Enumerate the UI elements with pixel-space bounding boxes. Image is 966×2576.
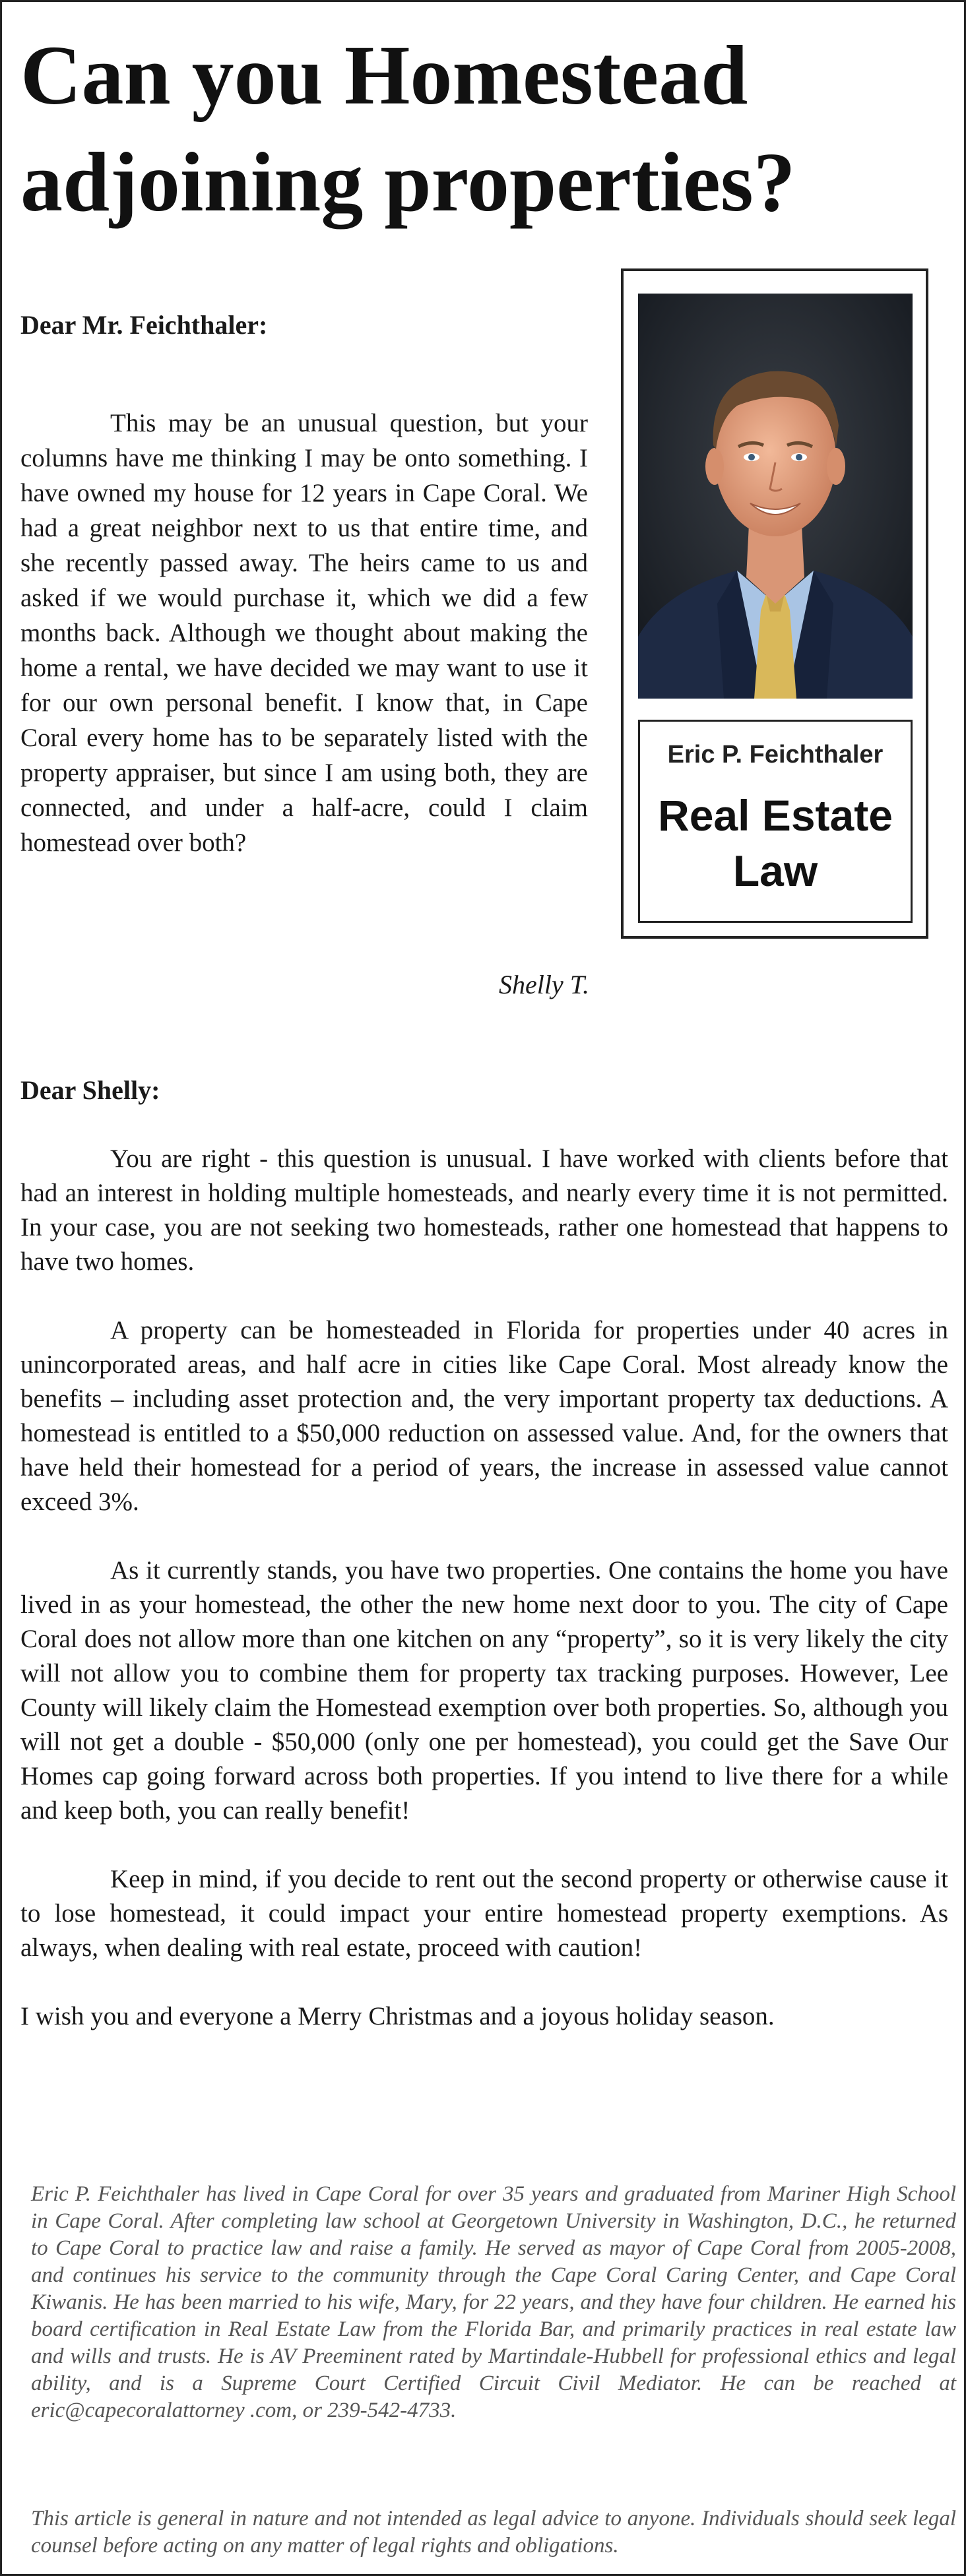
columnist-portrait xyxy=(638,294,913,699)
columnist-profile-box xyxy=(621,268,928,939)
author-bio: Eric P. Feichthaler has lived in Cape Coral for over 35 years and graduated from Mariner High School in Cape Coral. After completing law school at Georgetown University in Washington, D.C., he returned to Cape Coral to practice law and raise a family. He served as mayor of Cape Coral from 2005-2008, and continues his service to the community through the Cape Coral Caring Center, and Cape Coral Kiwanis. He has been married to his wife, Mary, for 22 years, and they have four children. He earned his board certification in Real Estate Law from the Florida Bar, and primarily practices in real estate law and wills and trusts. He is AV Preeminent rated by Martindale-Hubbell for professional ethics and legal ability, and is a Supreme Court Certified Circuit Civil Mediator. He can be reached at eric@capecoralattorney .com, or 239-542-4733. xyxy=(31,2182,956,2422)
columnist-nameplate xyxy=(638,720,913,923)
article-title: Can you Homestead adjoining properties? xyxy=(20,28,796,229)
portrait-illustration xyxy=(638,294,913,699)
columnist-name: Eric P. Feichthaler xyxy=(667,741,884,769)
column-topic: Real Estate Law xyxy=(658,791,893,895)
reply-salutation: Dear Shelly: xyxy=(20,1075,160,1105)
reader-letter: This may be an unusual question, but your columns have me thinking I may be onto something. I have owned my house for 12 years in Cape Coral. We had a great neighbor next to us that entire time, and she recently passed away. The heirs came to us and asked if we would purchase it, which we did a few months back. Although we thought about making the home a rental, we have decided we may want to use it for our own personal benefit. I know that, in Cape Coral every home has to be separately listed with the property appraiser, but since I am using both, they are connected, and under a half-acre, could I claim homestead over both? xyxy=(20,409,588,857)
reply-paragraph: As it currently stands, you have two properties. One contains the home you have lived in as your homestead, the other the new home next door to you. The city of Cape Coral does not allow more than one kitchen on any “property”, so it is very likely the city will not allow you to combine them for property tax tracking purposes. However, Lee County will likely claim the Homestead exemption over both properties. So, although you will not get a double - $50,000 (only one per homestead), you could get the Save Our Homes cap going forward across both properties. If you intend to live there for a while and keep both, you can really benefit! xyxy=(20,1556,948,1825)
closing-line: I wish you and everyone a Merry Christmas and a joyous holiday season. xyxy=(20,2002,775,2030)
reply-body xyxy=(20,1142,948,2068)
legal-disclaimer: This article is general in nature and not intended as legal advice to anyone. Individuals should seek legal counsel before acting on any matter of legal rights and obligations. xyxy=(31,2507,956,2558)
reply-paragraph: Keep in mind, if you decide to rent out the second property or otherwise cause it to lose homestead, it could impact your entire homestead property exemptions. As always, when dealing with real estate, proceed with caution! xyxy=(20,1865,948,1962)
reply-paragraph: A property can be homesteaded in Florida for properties under 40 acres in unincorporated areas, and half acre in cities like Cape Coral. Most already know the benefits – including asset protection and, the very important property tax deductions. A homestead is entitled to a $50,000 reduction on assessed value. And, for the owners that have held their homestead for a period of years, the increase in assessed value cannot exceed 3%. xyxy=(20,1316,948,1516)
letter-signature: Shelly T. xyxy=(498,970,589,999)
reply-paragraph: You are right - this question is unusual. I have worked with clients before that had an interest in holding multiple homesteads, and nearly every time it is not permitted. In your case, you are not seeking two homesteads, rather one homestead that happens to have two homes. xyxy=(20,1145,948,1276)
letter-salutation: Dear Mr. Feichthaler: xyxy=(20,310,268,340)
